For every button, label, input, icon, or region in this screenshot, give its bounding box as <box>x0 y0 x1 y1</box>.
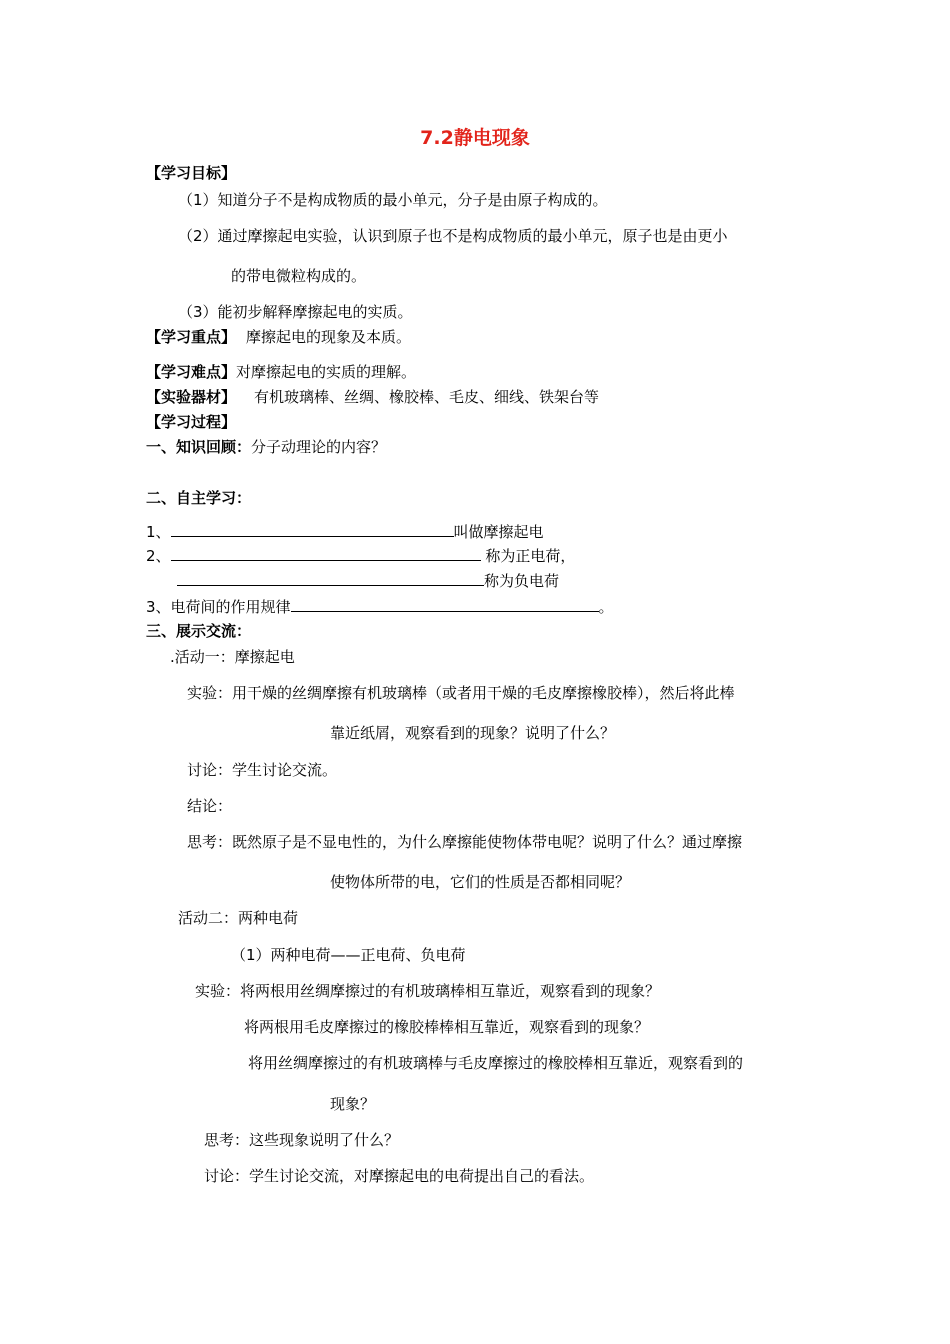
difficulty-text: 对摩擦起电的实质的理解。 <box>236 363 417 381</box>
equipment-heading: 【实验器材】 <box>146 388 237 406</box>
question-1-number: 1、 <box>146 523 171 541</box>
activity-2-subheading: （1）两种电荷——正电荷、负电荷 <box>231 946 466 964</box>
fill-in-question-2b <box>177 571 559 591</box>
question-2-number: 2、 <box>146 547 171 565</box>
section-1-row <box>146 437 386 457</box>
question-3-lead: 3、电荷间的作用规律 <box>146 598 291 616</box>
key-point-heading: 【学习重点】 <box>146 328 237 346</box>
objective-item-2-line-1: （2）通过摩擦起电实验，认识到原子也不是构成物质的最小单元，原子也是由更小 <box>178 227 728 245</box>
activity-1-thinking-line-1: 思考：既然原子是不显电性的，为什么摩擦能使物体带电呢？说明了什么？通过摩擦 <box>187 833 743 851</box>
fill-in-question-2 <box>146 546 575 566</box>
answer-blank-2b[interactable] <box>177 571 484 586</box>
section-2-heading: 二、自主学习： <box>146 489 252 507</box>
section-1-text: 分子动理论的内容？ <box>251 438 387 456</box>
fill-in-question-3 <box>146 597 614 617</box>
key-point-text: 摩擦起电的现象及本质。 <box>246 328 412 346</box>
activity-2-thinking: 思考：这些现象说明了什么？ <box>204 1131 400 1149</box>
equipment-text: 有机玻璃棒、丝绸、橡胶棒、毛皮、细线、铁架台等 <box>254 388 600 406</box>
section-3-heading: 三、展示交流： <box>146 622 252 640</box>
question-2-tail: 称为正电荷， <box>480 547 576 565</box>
key-point-row <box>146 327 411 347</box>
activity-2-experiment-1: 实验：将两根用丝绸摩擦过的有机玻璃棒相互靠近，观察看到的现象？ <box>195 982 661 1000</box>
answer-blank-2[interactable] <box>171 546 481 561</box>
activity-2-experiment-3-line-1: 将用丝绸摩擦过的有机玻璃棒与毛皮摩擦过的橡胶棒相互靠近，观察看到的 <box>248 1054 744 1072</box>
fill-in-question-1 <box>146 522 544 542</box>
activity-2-experiment-3-line-2: 现象？ <box>330 1095 376 1113</box>
question-3-tail: 。 <box>598 598 614 616</box>
equipment-row <box>146 387 599 407</box>
objective-item-2-line-2: 的带电微粒构成的。 <box>231 267 367 285</box>
activity-1-label: .活动一：摩擦起电 <box>170 648 295 666</box>
answer-blank-3[interactable] <box>291 597 599 612</box>
question-1-tail: 叫做摩擦起电 <box>453 523 544 541</box>
activity-1-conclusion: 结论： <box>187 797 233 815</box>
activity-2-discussion: 讨论：学生讨论交流，对摩擦起电的电荷提出自己的看法。 <box>204 1167 595 1185</box>
objective-item-1: （1）知道分子不是构成物质的最小单元，分子是由原子构成的。 <box>178 191 608 209</box>
difficulty-row <box>146 362 416 382</box>
section-1-heading: 一、知识回顾： <box>146 438 252 456</box>
activity-1-experiment-line-1: 实验：用干燥的丝绸摩擦有机玻璃棒（或者用干燥的毛皮摩擦橡胶棒），然后将此棒 <box>187 684 735 702</box>
activity-1-experiment-line-2: 靠近纸屑，观察看到的现象？说明了什么？ <box>330 724 616 742</box>
activity-1-discussion: 讨论：学生讨论交流。 <box>187 761 338 779</box>
difficulty-heading: 【学习难点】 <box>146 363 237 381</box>
activity-2-experiment-2: 将两根用毛皮摩擦过的橡胶棒棒相互靠近，观察看到的现象？ <box>244 1018 650 1036</box>
question-2b-tail: 称为负电荷 <box>484 572 560 590</box>
objectives-heading: 【学习目标】 <box>146 164 237 182</box>
objective-item-3: （3）能初步解释摩擦起电的实质。 <box>178 303 413 321</box>
activity-1-thinking-line-2: 使物体所带的电，它们的性质是否都相同呢？ <box>330 873 631 891</box>
process-heading: 【学习过程】 <box>146 413 237 431</box>
activity-2-label: 活动二：两种电荷 <box>178 909 299 927</box>
answer-blank-1[interactable] <box>171 522 454 537</box>
page-title: 7.2静电现象 <box>420 127 530 149</box>
